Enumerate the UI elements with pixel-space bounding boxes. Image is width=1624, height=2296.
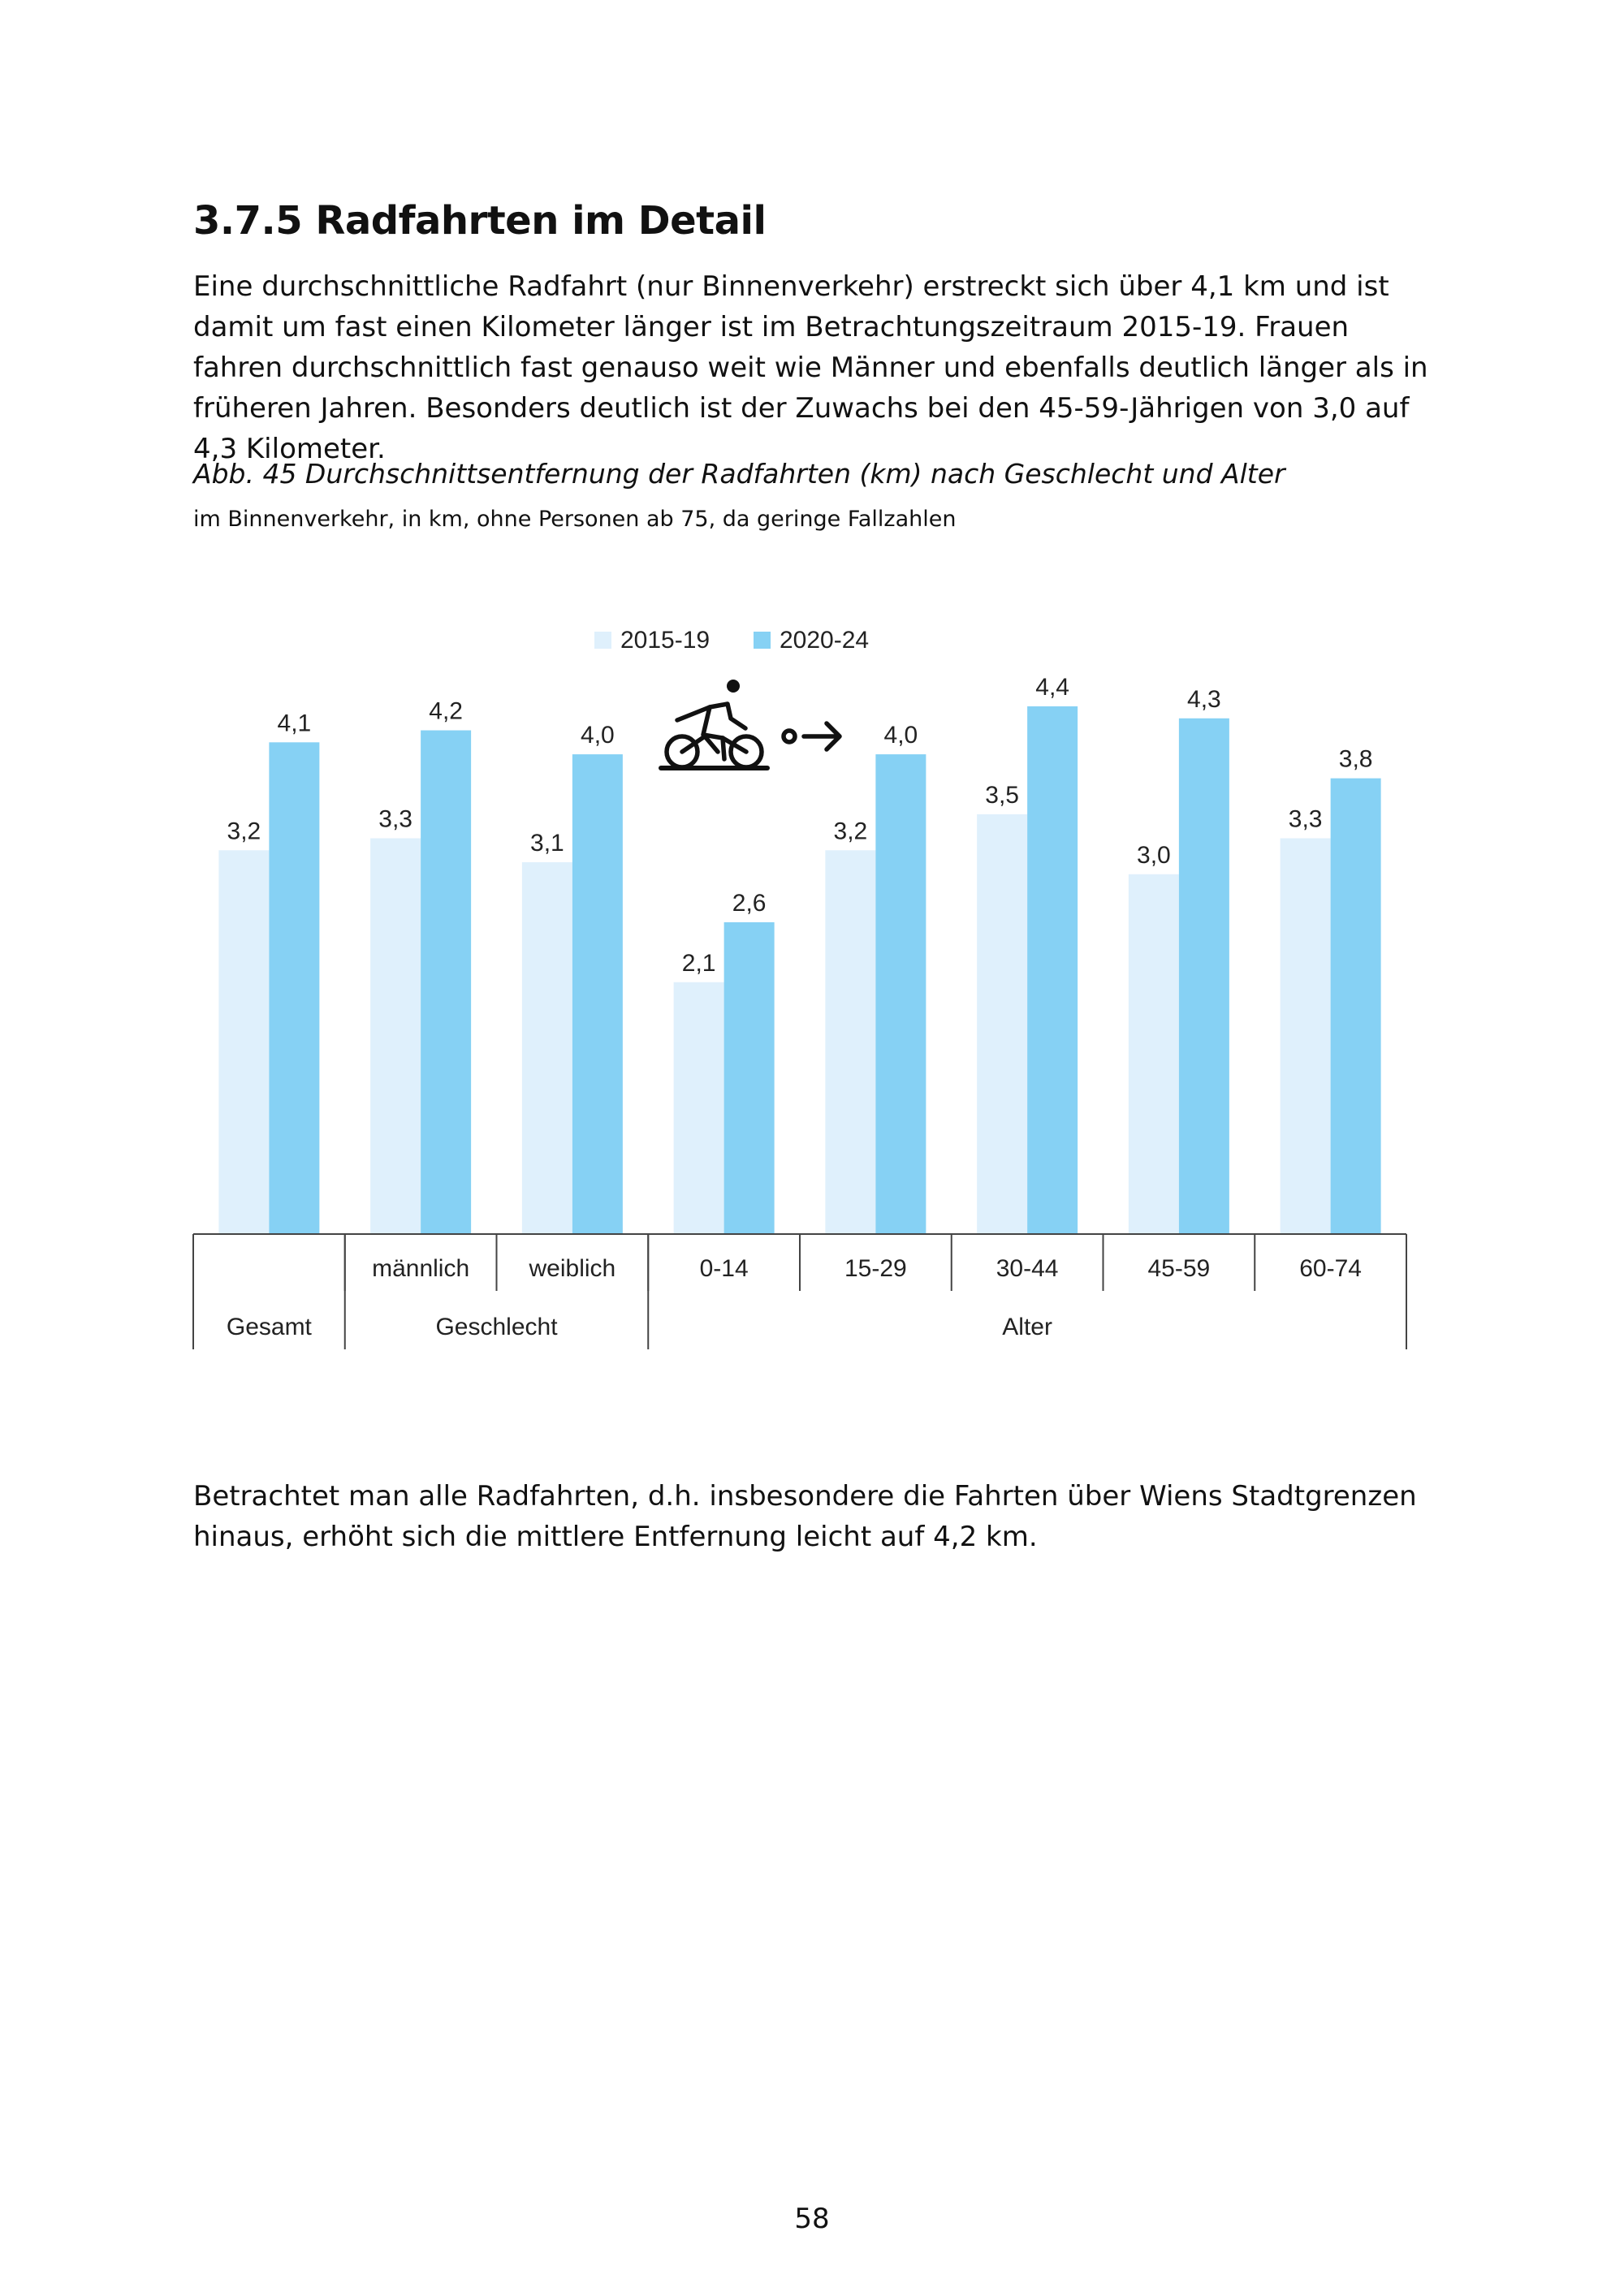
bar-2015-19-3: [674, 982, 724, 1234]
bar-2020-24-5: [1027, 706, 1078, 1234]
category-label: 45-59: [1147, 1255, 1211, 1282]
bar-2015-19-2: [522, 862, 572, 1234]
figure-caption: Abb. 45 Durchschnittsentfernung der Radfahrten (km) nach Geschlecht und Alter: [193, 458, 1285, 490]
bar-2020-24-6: [1179, 719, 1229, 1234]
value-label: 4,4: [1035, 674, 1069, 701]
category-axis: [193, 1234, 1406, 1349]
group-label: Alter: [1002, 1314, 1052, 1340]
value-label: 2,6: [732, 889, 767, 917]
value-label: 3,2: [833, 818, 868, 845]
group-label: Gesamt: [226, 1314, 312, 1340]
bar-2020-24-1: [421, 731, 471, 1234]
category-label: 15-29: [844, 1255, 907, 1282]
value-label: 2,1: [681, 949, 716, 977]
bar-2020-24-2: [572, 754, 623, 1234]
bar-2015-19-0: [218, 850, 269, 1234]
value-label: 3,8: [1338, 745, 1373, 773]
legend-swatch-1: [754, 632, 771, 649]
value-label: 3,3: [378, 805, 412, 833]
value-label: 3,5: [985, 781, 1019, 809]
value-label: 4,1: [277, 710, 312, 737]
outro-paragraph: Betrachtet man alle Radfahrten, d.h. insbesondere die Fahrten über Wiens Stadtgrenzen hinaus, erhöht sich die mittlere Entfernung leicht auf 4,2 km.: [193, 1480, 1417, 1553]
bar-2015-19-7: [1281, 839, 1331, 1235]
chart-bars: [218, 706, 1380, 1234]
bar-2020-24-4: [875, 754, 926, 1234]
value-label: 3,2: [227, 818, 261, 845]
bar-2015-19-1: [370, 839, 421, 1235]
bar-2015-19-4: [825, 850, 875, 1234]
category-label: 0-14: [699, 1255, 749, 1282]
figure-subcaption: im Binnenverkehr, in km, ohne Personen ab 75, da geringe Fallzahlen: [193, 507, 957, 532]
chart-legend: [594, 627, 869, 654]
bar-2015-19-6: [1129, 874, 1179, 1234]
category-label: 30-44: [996, 1255, 1059, 1282]
category-label: männlich: [372, 1255, 470, 1282]
category-label: 60-74: [1299, 1255, 1362, 1282]
bar-2020-24-3: [724, 922, 775, 1234]
category-label: weiblich: [529, 1255, 616, 1282]
page-number: 58: [794, 2203, 830, 2235]
intro-paragraph: Eine durchschnittliche Radfahrt (nur Binnenverkehr) erstreckt sich über 4,1 km und ist damit um fast einen Kilometer länger ist im Betrachtungszeitraum 2015-19. Frauen fahren durchschnittlich fast genauso weit wie Männer und ebenfalls deutlich länger als in früheren Jahren. Besonders deutlich ist der Zuwachs bei den 45-59-Jährigen von 3,0 auf 4,3 Kilometer.: [193, 270, 1428, 465]
legend-swatch-0: [594, 632, 611, 649]
value-label: 3,1: [530, 830, 564, 857]
legend-label: 2015-19: [620, 627, 710, 654]
bar-2020-24-0: [269, 742, 319, 1234]
legend-label: 2020-24: [780, 627, 870, 654]
value-label: 4,2: [429, 697, 463, 725]
value-label: 3,3: [1288, 805, 1323, 833]
section-heading: 3.7.5 Radfahrten im Detail: [193, 198, 767, 244]
value-label: 4,0: [581, 722, 615, 749]
bar-2020-24-7: [1331, 779, 1381, 1234]
value-label: 3,0: [1137, 841, 1171, 869]
group-label: Geschlecht: [435, 1314, 558, 1340]
bicycle-icon: [661, 680, 840, 768]
value-label: 4,3: [1187, 685, 1221, 713]
bar-2015-19-5: [977, 814, 1027, 1234]
bar-chart: [187, 601, 1437, 1372]
value-label: 4,0: [883, 722, 918, 749]
